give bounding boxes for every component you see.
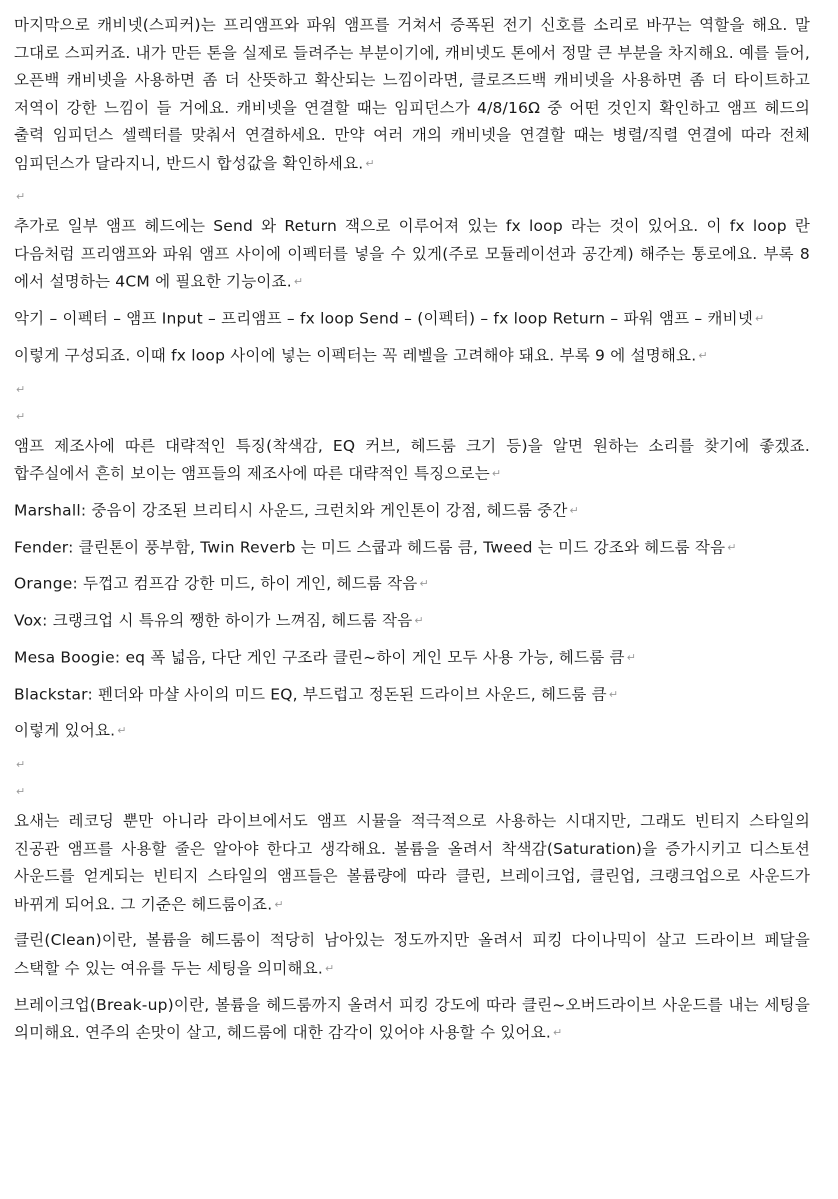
paragraph-mark-icon: ↵ <box>325 961 335 975</box>
paragraph-text: Blackstar: 펜더와 마샬 사이의 미드 EQ, 부드럽고 정돈된 드라이브 사운드, 헤드룸 큼 <box>14 684 607 703</box>
paragraph-text: 추가로 일부 앰프 헤드에는 Send 와 Return 잭으로 이루어져 있는 fx loop 라는 것이 있어요. 이 fx loop 란 다음처럼 프리앰프와 파워 앰프 사이에 이펙터를 넣을 수 있게(주로 모듈레이션과 공간계) 해주는 통로에요. 부록 8 에서 설명하는 4CM 에 필요한 기능이죠. <box>14 217 810 291</box>
paragraph-text: 요새는 레코딩 뿐만 아니라 라이브에서도 앰프 시뮬을 적극적으로 사용하는 시대지만, 그래도 빈티지 스타일의 진공관 앰프를 사용할 줄은 알아야 한다고 생각해요. 볼륨을 올려서 착색감(Saturation)을 증가시키고 디스토션 사운드를 얻게되는 빈티지 스타일의 앰프들은 볼륨량에 따라 클린, 브레이크업, 클린업, 크랭크업으로 사운드가 바뀌게 되어요. 그 기준은 헤드룸이죠. <box>14 812 810 913</box>
paragraph-text: 앰프 제조사에 따른 대략적인 특징(착색감, EQ 커브, 헤드룸 크기 등)을 알면 원하는 소리를 찾기에 좋겠죠. 합주실에서 흔히 보이는 앰프들의 제조사에 따른 대략적인 특징으로는 <box>14 436 810 483</box>
list-item-mesa-boogie <box>14 644 810 672</box>
list-item-vox <box>14 607 810 635</box>
empty-line <box>14 186 810 213</box>
empty-line <box>14 754 810 781</box>
paragraph-signal-chain <box>14 305 810 333</box>
paragraph-text: 이렇게 있어요. <box>14 721 116 740</box>
paragraph-mark-icon: ↵ <box>365 156 375 170</box>
paragraph-mark-icon: ↵ <box>608 687 619 701</box>
paragraph-mark-icon: ↵ <box>16 190 26 204</box>
paragraph-text: Orange: 두껍고 컴프감 강한 미드, 하이 게인, 헤드룸 작음 <box>14 574 418 593</box>
paragraph-clean <box>14 927 810 982</box>
paragraph-mark-icon: ↵ <box>274 897 284 911</box>
paragraph-fx-loop <box>14 213 810 296</box>
paragraph-mark-icon: ↵ <box>755 312 765 325</box>
paragraph-mark-icon: ↵ <box>569 503 579 517</box>
paragraph-text: 클린(Clean)이란, 볼륨을 헤드룸이 적당히 남아있는 정도까지만 올려서 피킹 다이나믹이 살고 드라이브 페달을 스택할 수 있는 여유를 두는 세팅을 의미해요. <box>14 931 810 977</box>
paragraph-mark-icon: ↵ <box>698 348 708 362</box>
list-item-fender <box>14 534 810 562</box>
paragraph-mark-icon: ↵ <box>419 577 429 591</box>
paragraph-cabinet <box>14 12 810 177</box>
paragraph-break-up <box>14 992 810 1047</box>
paragraph-vintage-amps <box>14 808 810 918</box>
list-item-marshall <box>14 497 810 525</box>
paragraph-mark-icon: ↵ <box>553 1026 563 1039</box>
paragraph-text: Mesa Boogie: eq 폭 넓음, 다단 게인 구조라 클린~하이 게인 모두 사용 가능, 헤드룸 큼 <box>14 648 625 666</box>
paragraph-text: 악기 – 이펙터 – 앰프 Input – 프리앰프 – fx loop Send – (이펙터) – fx loop Return – 파워 앰프 – 캐비넷 <box>14 309 754 328</box>
paragraph-text: 브레이크업(Break-up)이란, 볼륨을 헤드룸까지 올려서 피킹 강도에 따라 클린~오버드라이브 사운드를 내는 세팅을 의미해요. 연주의 손맛이 살고, 헤드룸에 대한 감각이 있어야 사용할 수 있어요. <box>14 995 810 1042</box>
empty-line <box>14 379 810 406</box>
paragraph-mark-icon: ↵ <box>414 614 424 627</box>
empty-line <box>14 781 810 808</box>
empty-line <box>14 406 810 433</box>
paragraph-mark-icon: ↵ <box>727 540 737 554</box>
paragraph-mark-icon: ↵ <box>491 467 502 480</box>
paragraph-summary <box>14 717 810 745</box>
list-item-orange <box>14 570 810 598</box>
paragraph-text: Marshall: 중음이 강조된 브리티시 사운드, 크런치와 게인톤이 강점, 헤드룸 중간 <box>14 501 568 519</box>
paragraph-fx-loop-level <box>14 342 810 370</box>
paragraph-mark-icon: ↵ <box>626 650 637 664</box>
paragraph-text: Vox: 크랭크업 시 특유의 쨍한 하이가 느껴짐, 헤드룸 작음 <box>14 611 413 630</box>
list-item-blackstar <box>14 681 810 709</box>
paragraph-mark-icon: ↵ <box>16 785 26 798</box>
paragraph-text: 마지막으로 캐비넷(스피커)는 프리앰프와 파워 앰프를 거쳐서 증폭된 전기 신호를 소리로 바꾸는 역할을 해요. 말 그대로 스피커죠. 내가 만든 톤을 실제로 들려주는 부분이기에, 캐비넷도 톤에서 정말 큰 부분을 차지해요. 예를 들어, 오픈백 캐비넷을 사용하면 좀 더 산뜻하고 확산되는 느낌이라면, 클로즈드백 캐비넷을 사용하면 좀 더 타이트하고 저역이 강한 느낌이 들 거에요. 캐비넷을 연결할 때는 임피던스가 4/8/16Ω 중 어떤 것인지 확인하고 앰프 헤드의 출력 임피던스 셀렉터를 맞춰서 연결하세요. 만약 여러 개의 캐비넷을 연결할 때는 병렬/직렬 연결에 따라 전체 임피던스가 달라지니, 반드시 합성값을 확인하세요. <box>14 16 810 172</box>
paragraph-mark-icon: ↵ <box>16 758 26 771</box>
paragraph-mark-icon: ↵ <box>16 409 26 423</box>
document-page <box>14 12 810 1056</box>
paragraph-manufacturers-intro <box>14 433 810 488</box>
paragraph-text: 이렇게 구성되죠. 이때 fx loop 사이에 넣는 이펙터는 꼭 레벨을 고려해야 돼요. 부록 9 에 설명해요. <box>14 346 697 364</box>
paragraph-mark-icon: ↵ <box>16 382 26 396</box>
paragraph-text: Fender: 클린톤이 풍부함, Twin Reverb 는 미드 스쿱과 헤드룸 큼, Tweed 는 미드 강조와 헤드룸 작음 <box>14 537 726 556</box>
paragraph-mark-icon: ↵ <box>117 724 127 738</box>
paragraph-mark-icon: ↵ <box>293 275 304 289</box>
